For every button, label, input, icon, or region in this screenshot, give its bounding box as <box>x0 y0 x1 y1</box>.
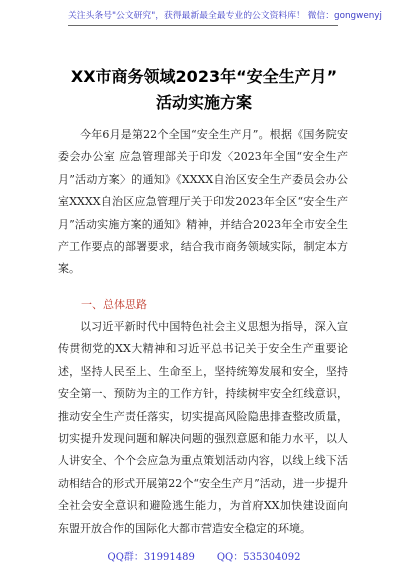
section1-paragraph-block <box>58 316 348 540</box>
section-heading-overall-approach: 一、总体思路 <box>81 298 147 311</box>
section1-paragraph: 以习近平新时代中国特色社会主义思想为指导，深入宣传贯彻党的XX大精神和习近平总书记关于安全生产重要论述，坚持人民至上、生命至上，坚持统筹发展和安全，坚持安全第一、预防为主的工作方针，持续树牢安全红线意识，推动安全生产责任落实，切实提高风险隐患排查整改质量，切实提升发现问题和解决问题的强烈意愿和能力水平，以人人讲安全、个个会应急为重点策划活动内容，以线上线下活动相结合的形式开展第22个“安全生产月”活动，进一步提升全社会安全意识和避险逃生能力，为首府XX加快建设面向东盟开放合作的国际化大都市营造安全稳定的环境。 <box>58 320 348 535</box>
footer-qq: QQ：535304092 <box>216 552 301 563</box>
footer-contact <box>0 548 408 563</box>
document-title-line2: 活动实施方案 <box>155 93 252 112</box>
intro-paragraph: 今年6月是第22个全国“安全生产月”。根据《国务院安委会办公室 应急管理部关于印发〈2023年全国“安全生产月”活动方案〉的通知》《XXXX自治区安全生产委员会办公室XXXX自治区应急管理厅关于印发2023年全区“安全生产月”活动实施方案的通知》精神，并结合2023年全市安全生产工作要点的部署要求，结合我市商务领域实际，制定本方案。 <box>58 128 348 276</box>
footer-qq-group: QQ群：31991489 <box>107 552 195 563</box>
document-title-line1: XX市商务领域2023年“安全生产月” <box>70 67 338 86</box>
intro-paragraph-block <box>58 124 348 281</box>
header-note: 关注头条号"公文研究"，获得最新最全最专业的公文资料库！ 微信：gongwenyj <box>68 8 338 26</box>
